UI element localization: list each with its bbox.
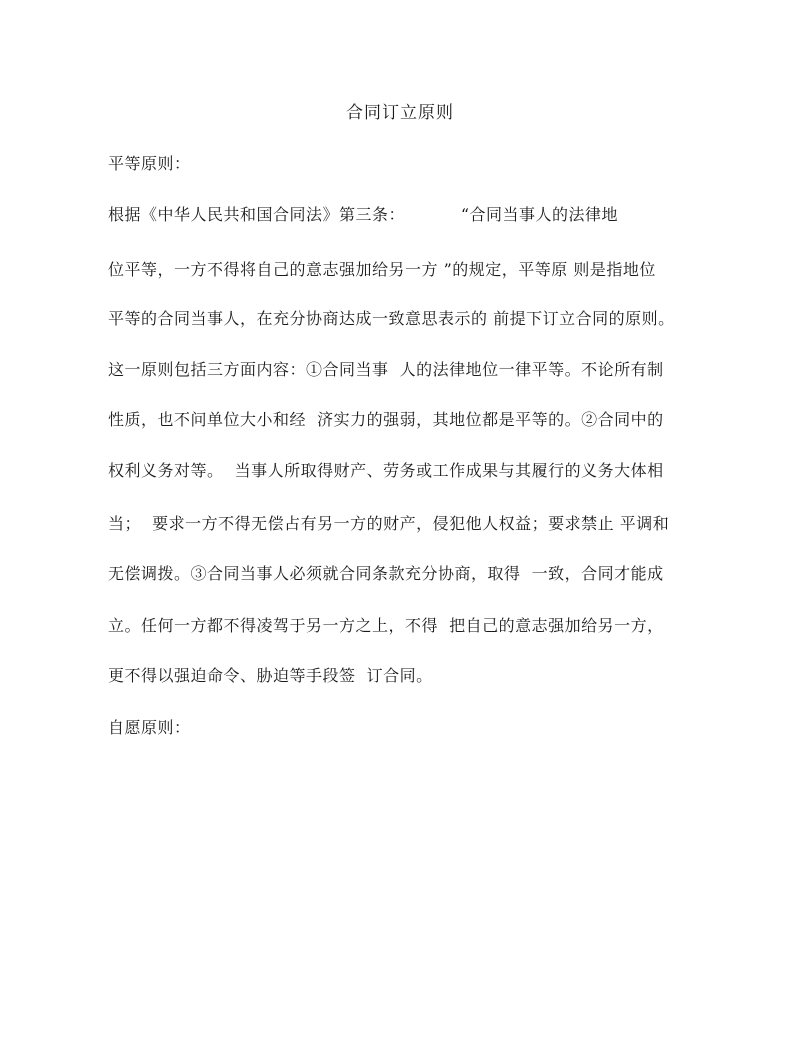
- paragraph-line: 立。任何一方都不得凌驾于另一方之上，不得 把自己的意志强加给另一方，: [108, 616, 664, 635]
- paragraph-line: 根据《中华人民共和国合同法》第三条： “合同当事人的法律地: [108, 205, 619, 224]
- paragraph-line: 更不得以强迫命令、胁迫等手段签 订合同。: [108, 666, 433, 685]
- paragraph-line: 性质，也不问单位大小和经 济实力的强弱，其地位都是平等的。②合同中的: [108, 410, 664, 429]
- paragraph-line: 权利义务对等。 当事人所取得财产、劳务或工作成果与其履行的义务大体相: [108, 461, 664, 480]
- paragraph-line: 平等的合同当事人，在充分协商达成一致意思表示的 前提下订立合同的原则。: [108, 309, 675, 328]
- section-heading-equality: 平等原则：: [108, 154, 191, 173]
- section-heading-voluntariness: 自愿原则：: [108, 718, 191, 737]
- paragraph-line: 当； 要求一方不得无偿占有另一方的财产，侵犯他人权益；要求禁止 平调和: [108, 514, 670, 533]
- document-title: 合同订立原则: [346, 103, 454, 123]
- paragraph-line: 这一原则包括三方面内容：①合同当事 人的法律地位一律平等。不论所有制: [108, 360, 664, 379]
- paragraph-line: 无偿调拨。③合同当事人必须就合同条款充分协商，取得 一致，合同才能成: [108, 564, 664, 583]
- paragraph-line: 位平等，一方不得将自己的意志强加给另一方 ”的规定，平等原 则是指地位: [108, 260, 656, 279]
